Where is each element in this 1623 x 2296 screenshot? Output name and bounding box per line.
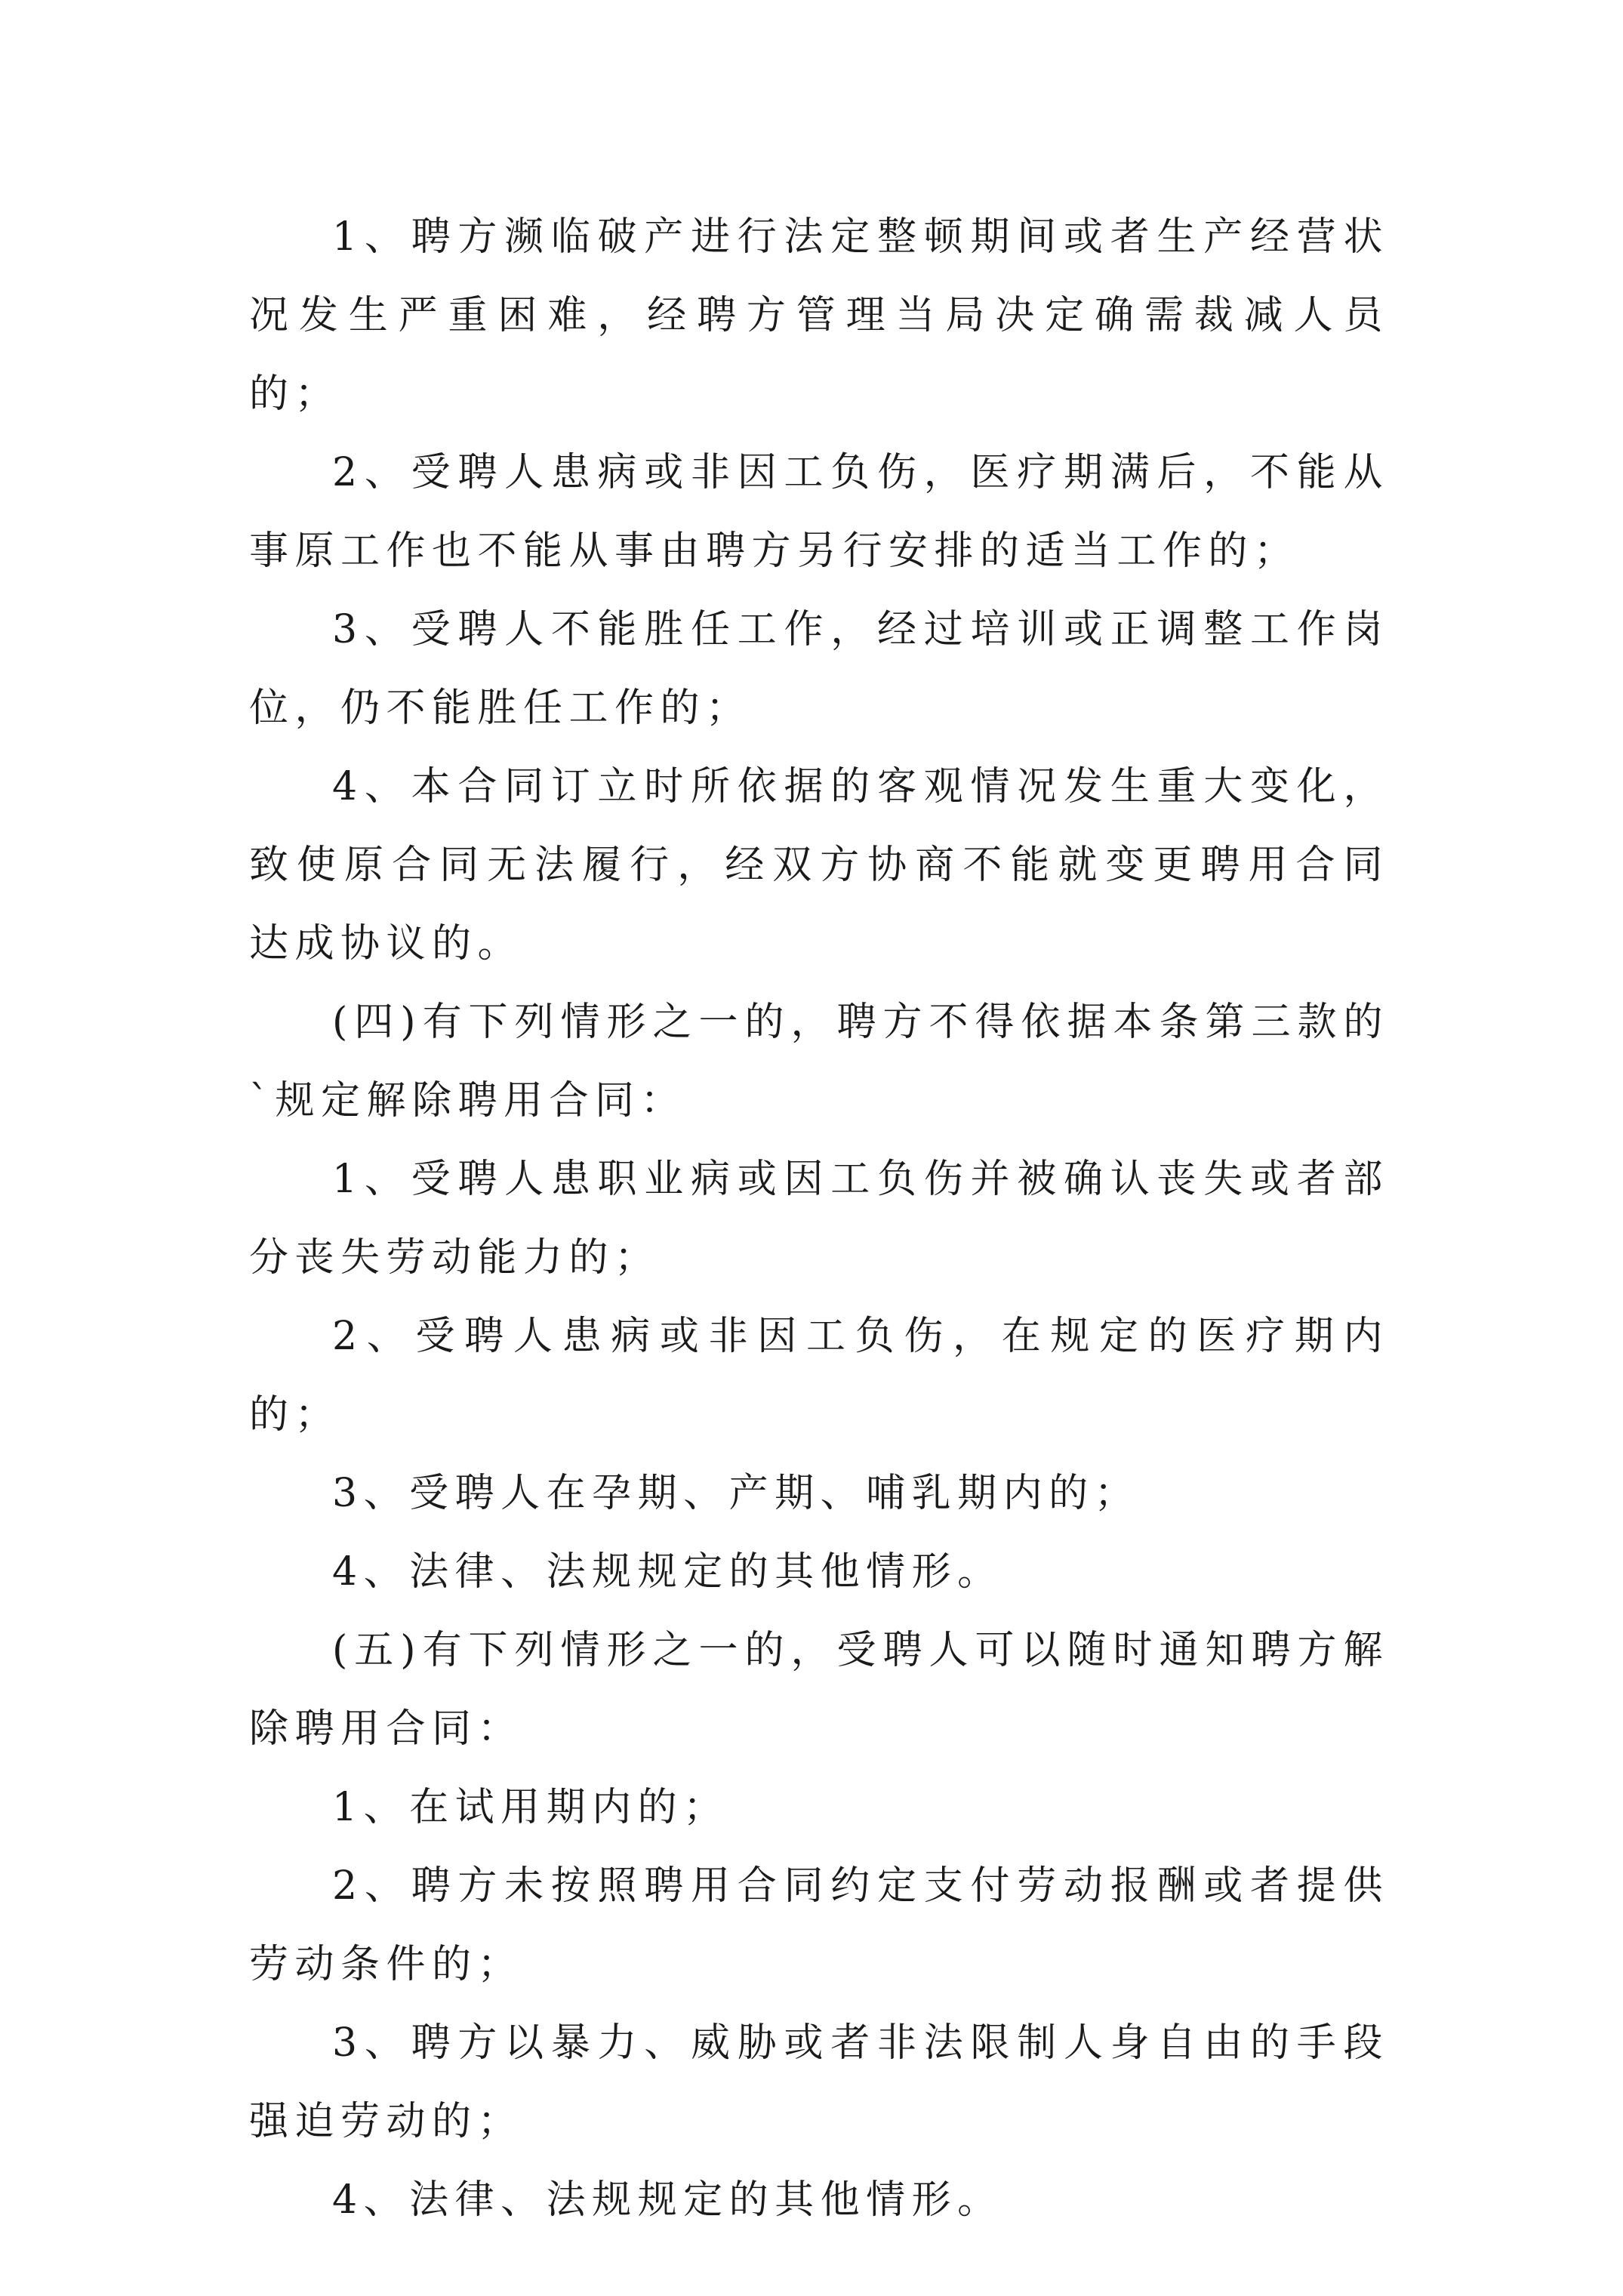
- paragraph-protection-1: 1、受聘人患职业病或因工负伤并被确认丧失或者部分丧失劳动能力的；: [249, 1157, 1389, 1281]
- paragraph-dismissal-3: 3、受聘人不能胜任工作，经过培训或正调整工作岗位，仍不能胜任工作的；: [249, 607, 1389, 731]
- paragraph-dismissal-4: 4、本合同订立时所依据的客观情况发生重大变化，致使原合同无法履行，经双方协商不能就变更聘用合同达成协议的。: [249, 764, 1389, 966]
- paragraph-protection-3: 3、受聘人在孕期、产期、哺乳期内的；: [332, 1471, 1141, 1516]
- paragraph-dismissal-1: 1、聘方濒临破产进行法定整顿期间或者生产经营状况发生严重困难，经聘方管理当局决定确需裁减人员的；: [249, 214, 1389, 417]
- paragraph-dismissal-2: 2、受聘人患病或非因工负伤，医疗期满后，不能从事原工作也不能从事由聘方另行安排的适当工作的；: [249, 450, 1389, 574]
- paragraph-resignation-2: 2、聘方未按照聘用合同约定支付劳动报酬或者提供劳动条件的；: [249, 1863, 1389, 1987]
- document-page: [249, 198, 1389, 2239]
- paragraph-resignation-1: 1、在试用期内的；: [332, 1785, 729, 1830]
- paragraph-resignation-4: 4、法律、法规规定的其他情形。: [332, 2177, 1003, 2223]
- paragraph-resignation-3: 3、聘方以暴力、威胁或者非法限制人身自由的手段强迫劳动的；: [249, 2020, 1389, 2144]
- section-four-heading: (四)有下列情形之一的，聘方不得依据本条第三款的`规定解除聘用合同：: [249, 1000, 1389, 1123]
- section-five-heading: (五)有下列情形之一的，受聘人可以随时通知聘方解除聘用合同：: [249, 1628, 1389, 1752]
- paragraph-protection-2: 2、受聘人患病或非因工负伤，在规定的医疗期内的；: [249, 1314, 1389, 1438]
- paragraph-protection-4: 4、法律、法规规定的其他情形。: [332, 1549, 1003, 1595]
